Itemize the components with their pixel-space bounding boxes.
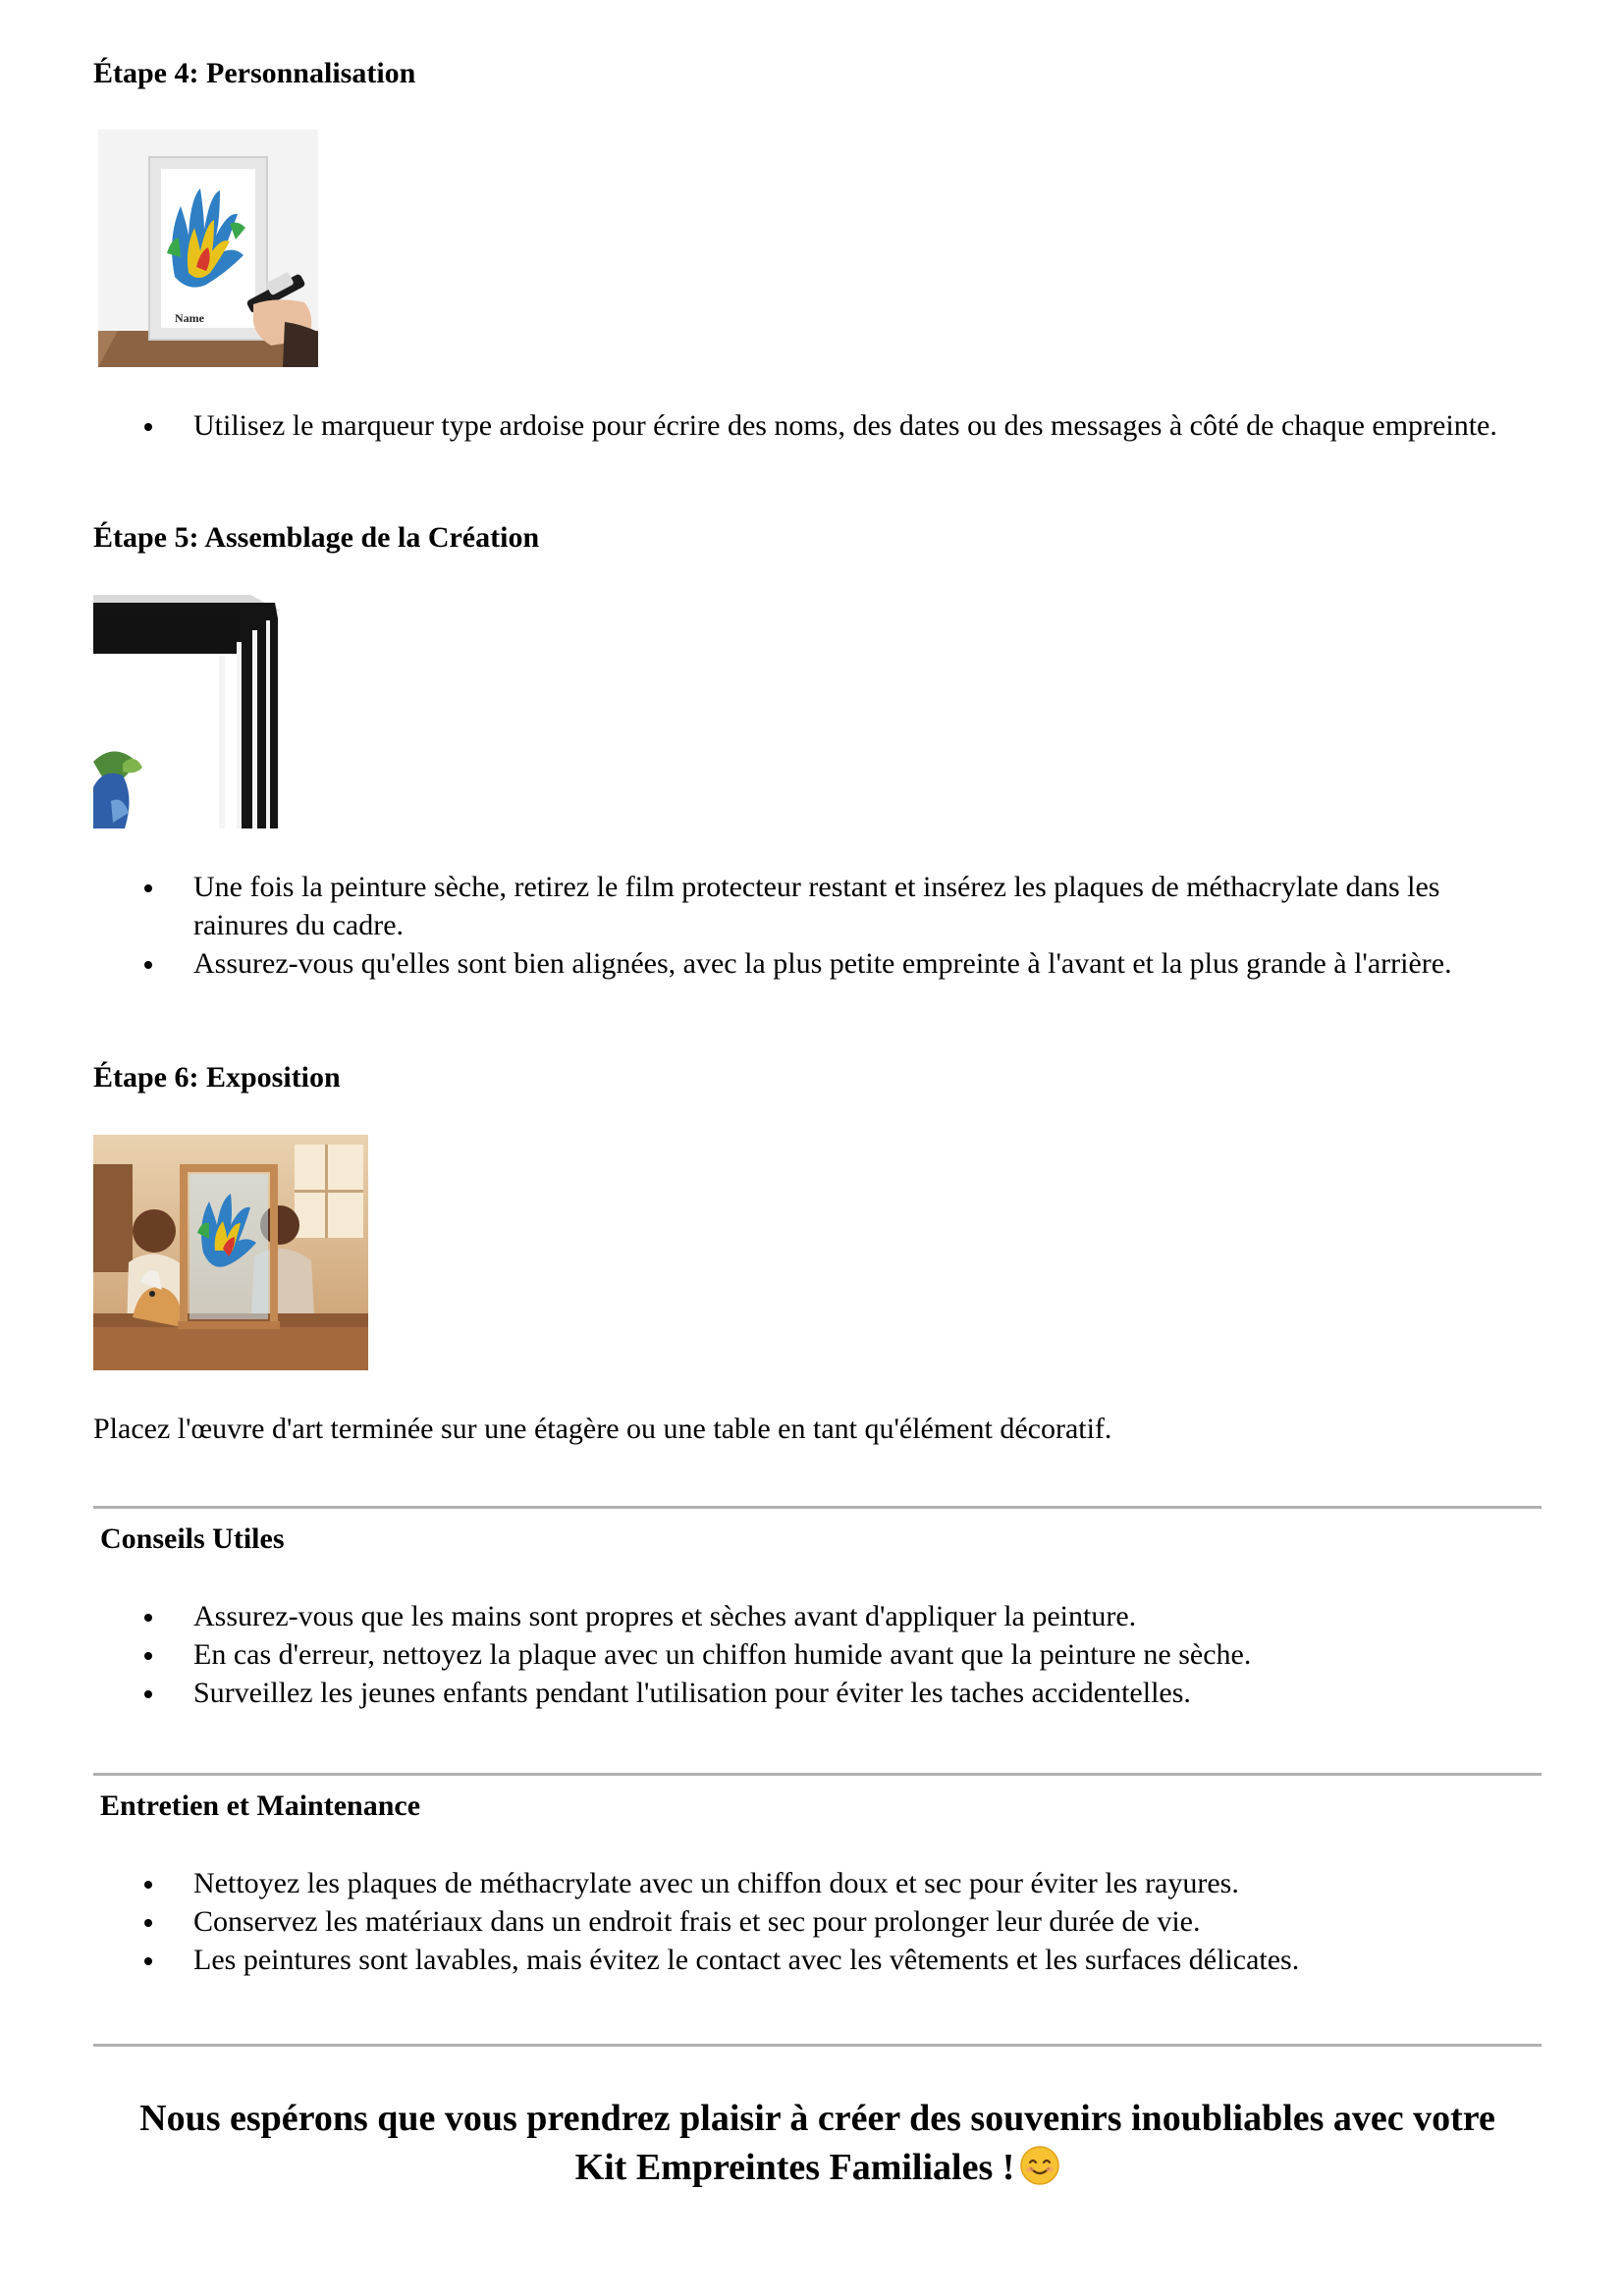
list-item: Assurez-vous que les mains sont propres et sèches avant d'appliquer la peinture. (93, 1597, 1542, 1635)
closing-line-1: Nous espérons que vous prendrez plaisir à créer des souvenirs inoubliables avec votre (139, 2098, 1495, 2139)
divider (93, 1506, 1542, 1509)
step5-image-frame-grooves (93, 595, 329, 828)
list-item: Une fois la peinture sèche, retirez le film protecteur restant et insérez les plaques de méthacrylate dans les rainures du cadre. (93, 868, 1542, 944)
list-item: Conservez les matériaux dans un endroit frais et sec pour prolonger leur durée de vie. (93, 1902, 1542, 1941)
step5-bullet-list (93, 868, 1542, 983)
list-item: Utilisez le marqueur type ardoise pour écrire des noms, des dates ou des messages à côté de chaque empreinte. (93, 406, 1542, 445)
step4-image-name-text: Name (175, 311, 204, 325)
step6-title: Étape 6: Exposition (93, 1061, 341, 1094)
step6-paragraph: Placez l'œuvre d'art terminée sur une étagère ou une table en tant qu'élément décoratif. (93, 1413, 1112, 1445)
closing-line-2: Kit Empreintes Familiales ! (574, 2147, 1015, 2188)
step4-image-frame-marker (98, 130, 318, 367)
step6-image-family-display (93, 1135, 368, 1370)
step4-bullet-list (93, 406, 1542, 445)
smiling-face-emoji-icon (1020, 2146, 1059, 2185)
maintenance-title: Entretien et Maintenance (100, 1789, 421, 1822)
step5-title: Étape 5: Assemblage de la Création (93, 521, 540, 554)
list-item: Nettoyez les plaques de méthacrylate avec un chiffon doux et sec pour éviter les rayures. (93, 1864, 1542, 1902)
tips-title: Conseils Utiles (100, 1522, 285, 1555)
closing-line-2-wrapper (93, 2143, 1542, 2192)
closing-message (93, 2094, 1542, 2192)
maintenance-bullet-list (93, 1864, 1542, 1979)
divider (93, 2044, 1542, 2047)
divider (93, 1773, 1542, 1776)
list-item: En cas d'erreur, nettoyez la plaque avec un chiffon humide avant que la peinture ne sèche. (93, 1635, 1542, 1674)
list-item: Les peintures sont lavables, mais évitez le contact avec les vêtements et les surfaces délicates. (93, 1941, 1542, 1979)
tips-bullet-list (93, 1597, 1542, 1712)
list-item: Assurez-vous qu'elles sont bien alignées, avec la plus petite empreinte à l'avant et la plus grande à l'arrière. (93, 944, 1542, 983)
step4-title: Étape 4: Personnalisation (93, 57, 416, 89)
list-item: Surveillez les jeunes enfants pendant l'utilisation pour éviter les taches accidentelles. (93, 1674, 1542, 1712)
